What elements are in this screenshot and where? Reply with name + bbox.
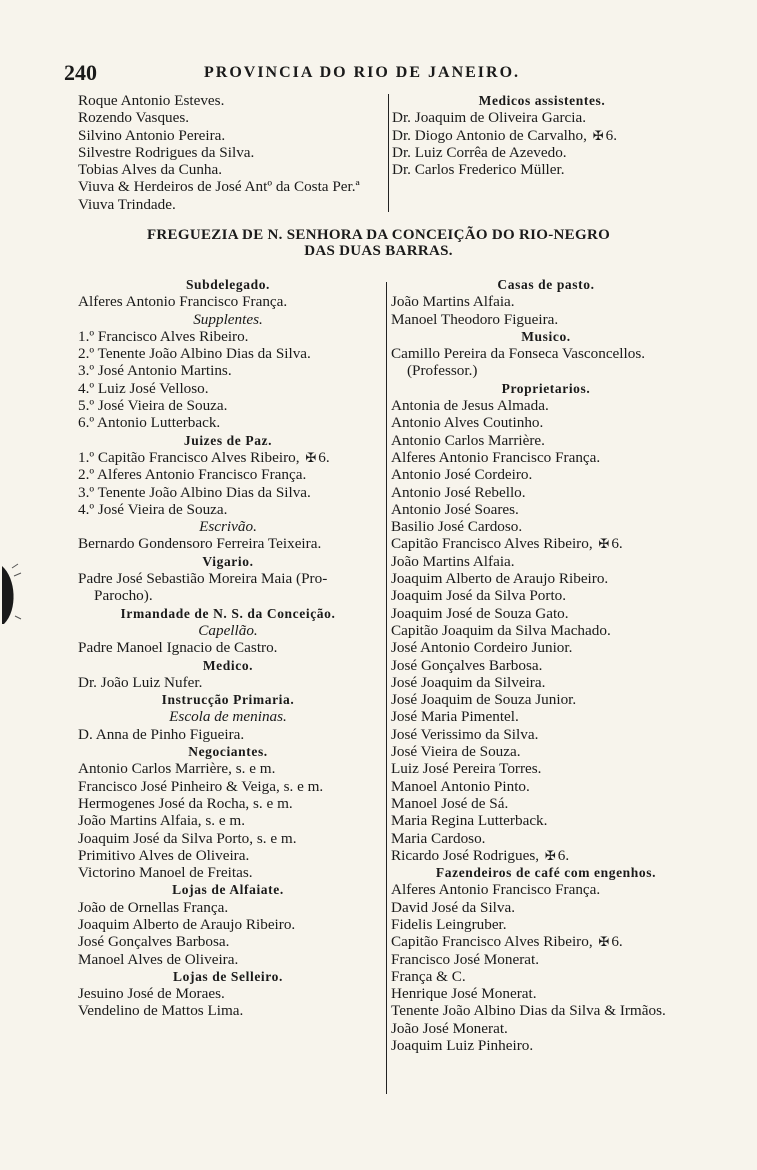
top-left-list (78, 92, 360, 213)
entry-text: Lojas de Selleiro. (173, 968, 283, 984)
subsection-heading (78, 708, 378, 725)
entry-text: Joaquim José de Souza Gato. (391, 604, 569, 622)
entry-text: Juizes de Paz. (183, 432, 273, 448)
entry-text: Dr. Joaquim de Oliveira Garcia. (392, 109, 586, 127)
entry-text: Tenente João Albino Dias da Silva & Irmãos. (391, 1002, 666, 1020)
entry-text: Francisco José Pinheiro & Veiga, s. e m. (78, 777, 324, 795)
entry-text: Vigario. (202, 553, 254, 569)
entry-line (391, 484, 701, 501)
entry-text: Padre José Sebastião Moreira Maia (Pro- (78, 570, 328, 588)
entry-line (391, 899, 701, 916)
entry-text: Antonio José Rebello. (391, 483, 526, 501)
entry-text: Padre Manoel Ignacio de Castro. (78, 639, 278, 657)
entry-text: Capitão Joaquim da Silva Machado. (391, 621, 611, 639)
parish-title (0, 227, 757, 259)
entry-line (391, 1037, 701, 1054)
entry-line (78, 899, 378, 916)
order-grade: 6. (611, 933, 623, 951)
entry-text: José Joaquim da Silveira. (391, 673, 546, 691)
entry-text: 3.º José Antonio Martins. (78, 362, 232, 380)
entry-text: 6.º Antonio Lutterback. (78, 414, 221, 432)
entry-line (391, 916, 701, 933)
entry-text: Dr. João Luiz Nufer. (78, 673, 203, 691)
entry-text: Fazendeiros de café com engenhos. (435, 865, 657, 881)
entry-text: Dr. Luiz Corrêa de Azevedo. (392, 143, 567, 161)
entry-text: João Martins Alfaia, s. e m. (78, 812, 246, 830)
entry-line (392, 144, 692, 161)
entry-line (78, 535, 378, 552)
entry-line (391, 466, 701, 483)
section-heading (391, 380, 701, 397)
order-cross-icon: ✠ (592, 127, 604, 143)
entry-line (78, 916, 378, 933)
entry-line (391, 812, 701, 829)
entry-line (391, 1002, 701, 1019)
entry-text: Manoel Alves de Oliveira. (78, 950, 239, 968)
entry-line: Tobias Alves da Cunha. (78, 161, 223, 179)
entry-line (78, 933, 378, 950)
entry-line (78, 1002, 378, 1019)
entry-line (391, 397, 701, 414)
order-cross-icon: ✠ (598, 934, 610, 950)
entry-line (391, 691, 701, 708)
entry-text: 1.º Capitão Francisco Alves Ribeiro, (78, 448, 300, 466)
entry-text: 4.º Luiz José Velloso. (78, 379, 209, 397)
binding-mark-icon (0, 560, 22, 630)
entry-line: Roque Antonio Esteves. (78, 92, 225, 109)
left-column (78, 276, 378, 1020)
entry-text: Dr. Carlos Frederico Müller. (392, 161, 565, 179)
running-title: PROVINCIA DO RIO DE JANEIRO. (204, 64, 521, 81)
entry-text: Alferes Antonio Francisco França. (78, 293, 288, 311)
entry-line (391, 535, 701, 552)
entry-text: Manoel Antonio Pinto. (391, 777, 530, 795)
entry-text: Hermogenes José da Rocha, s. e m. (78, 794, 293, 812)
entry-line (78, 328, 378, 345)
main-column-rule (386, 282, 387, 1094)
entry-continuation (78, 587, 378, 604)
entry-text: Joaquim Alberto de Araujo Ribeiro. (391, 570, 609, 588)
entry-text: José Joaquim de Souza Junior. (391, 691, 577, 709)
section-heading (78, 276, 378, 293)
section-heading (78, 605, 378, 622)
entry-text: Maria Regina Lutterback. (391, 812, 548, 830)
entry-text: Casas de pasto. (497, 277, 595, 292)
entry-text: Escola de meninas. (169, 708, 287, 726)
section-heading (391, 328, 701, 345)
entry-line (78, 466, 378, 483)
order-grade: 6. (557, 846, 570, 864)
entry-line (78, 639, 378, 656)
entry-text: Antonia de Jesus Almada. (391, 397, 549, 415)
entry-line (391, 311, 701, 328)
entry-line (78, 362, 378, 379)
entry-text: 1.º Francisco Alves Ribeiro. (78, 327, 249, 345)
section-heading (78, 691, 378, 708)
entry-line (78, 380, 378, 397)
entry-line: Viuva Trindade. (78, 195, 176, 213)
section-heading: Medicos assistentes. (478, 93, 606, 108)
entry-line (78, 293, 378, 310)
entry-text: Victorino Manoel de Freitas. (78, 864, 253, 882)
entry-text: Joaquim Luiz Pinheiro. (391, 1037, 534, 1055)
entry-line (391, 570, 701, 587)
entry-text: Supplentes. (193, 310, 263, 328)
entry-text: França & C. (391, 967, 466, 985)
entry-line (391, 830, 701, 847)
entry-text: Fidelis Leingruber. (391, 915, 507, 933)
entry-text: (Professor.) (407, 362, 478, 380)
order-grade: 6. (611, 535, 623, 553)
entry-text: José Verissimo da Silva. (391, 725, 539, 743)
entry-text: Dr. Diogo Antonio de Carvalho, (392, 126, 587, 144)
entry-line (391, 587, 701, 604)
entry-line (391, 968, 701, 985)
entry-text: João José Monerat. (391, 1019, 508, 1037)
entry-text: Ricardo José Rodrigues, (391, 846, 540, 864)
entry-text: Joaquim José da Silva Porto. (391, 587, 567, 605)
entry-text: Capitão Francisco Alves Ribeiro, (391, 933, 593, 951)
entry-text: 3.º Tenente João Albino Dias da Silva. (78, 483, 311, 501)
entry-text: Primitivo Alves de Oliveira. (78, 846, 250, 864)
entry-text: José Antonio Cordeiro Junior. (391, 639, 573, 657)
page-header (64, 60, 704, 88)
top-column-rule (388, 94, 389, 212)
entry-line (391, 726, 701, 743)
top-right-list (392, 92, 692, 178)
entry-line (78, 847, 378, 864)
entry-line: Viuva & Herdeiros de José Antº da Costa Per.ª (78, 178, 360, 196)
entry-text: João Martins Alfaia. (391, 293, 515, 311)
entry-text: José Gonçalves Barbosa. (78, 933, 230, 951)
entry-text: Manoel José de Sá. (391, 794, 509, 812)
section-heading (391, 276, 701, 293)
section-heading (391, 864, 701, 881)
entry-line (78, 795, 378, 812)
entry-text: Jesuino José de Moraes. (78, 985, 225, 1003)
entry-text: Capitão Francisco Alves Ribeiro, (391, 535, 593, 553)
section-heading (78, 657, 378, 674)
entry-text: 2.º Alferes Antonio Francisco França. (78, 466, 307, 484)
entry-line (391, 501, 701, 518)
section-heading (78, 968, 378, 985)
entry-line (391, 881, 701, 898)
entry-text: Parocho). (94, 587, 153, 605)
entry-text: 4.º José Vieira de Souza. (78, 500, 228, 518)
entry-text: Antonio Alves Coutinho. (391, 414, 544, 432)
order-grade: 6. (605, 126, 617, 144)
entry-line (78, 345, 378, 362)
entry-text: Subdelegado. (185, 277, 271, 292)
entry-text: David José da Silva. (391, 898, 516, 916)
subsection-heading (78, 622, 378, 639)
order-cross-icon: ✠ (598, 536, 610, 552)
entry-line (392, 127, 692, 144)
section-heading (78, 743, 378, 760)
entry-line (391, 674, 701, 691)
entry-text: Alferes Antonio Francisco França. (391, 448, 601, 466)
parish-title-line: DAS DUAS BARRAS. (304, 243, 453, 259)
entry-line (391, 985, 701, 1002)
entry-text: Lojas de Alfaiate. (172, 882, 284, 898)
entry-line (78, 985, 378, 1002)
entry-line (391, 449, 701, 466)
entry-text: José Gonçalves Barbosa. (391, 656, 543, 674)
parish-title-line: FREGUEZIA DE N. SENHORA DA CONCEIÇÃO DO RIO-NEGRO (146, 227, 611, 243)
entry-line (392, 109, 692, 126)
entry-line (78, 951, 378, 968)
entry-line (78, 397, 378, 414)
entry-line (391, 605, 701, 622)
entry-text: Luiz José Pereira Torres. (391, 760, 542, 778)
entry-line (78, 778, 378, 795)
entry-line (391, 345, 701, 362)
entry-line (78, 726, 378, 743)
entry-text: 2.º Tenente João Albino Dias da Silva. (78, 345, 311, 363)
page-number: 240 (64, 60, 97, 85)
entry-line (78, 760, 378, 777)
entry-line (78, 570, 378, 587)
entry-line (391, 933, 701, 950)
entry-line (391, 622, 701, 639)
entry-line (391, 743, 701, 760)
entry-text: Antonio Carlos Marrière. (391, 431, 545, 449)
section-heading (78, 553, 378, 570)
entry-text: Medico. (202, 657, 254, 673)
entry-line (78, 812, 378, 829)
entry-text: Proprietarios. (501, 380, 591, 396)
section-heading (78, 432, 378, 449)
entry-text: João Martins Alfaia. (391, 552, 515, 570)
entry-line (391, 553, 701, 570)
entry-line (391, 432, 701, 449)
entry-line (391, 951, 701, 968)
entry-text: Instrucção Primaria. (161, 692, 295, 708)
entry-line (78, 501, 378, 518)
entry-line (391, 760, 701, 777)
entry-text: D. Anna de Pinho Figueira. (78, 725, 245, 743)
entry-text: Escrivão. (199, 518, 257, 536)
entry-text: José Vieira de Souza. (391, 743, 521, 761)
entry-line (78, 414, 378, 431)
entry-line (391, 657, 701, 674)
subsection-heading (78, 518, 378, 535)
entry-line: Rozendo Vasques. (78, 109, 190, 127)
entry-line: Silvino Antonio Pereira. (78, 126, 226, 144)
entry-text: Negociantes. (188, 744, 268, 760)
entry-line (392, 161, 692, 178)
entry-text: Musico. (521, 328, 571, 344)
entry-line: Silvestre Rodrigues da Silva. (78, 143, 255, 161)
entry-text: Antonio Carlos Marrière, s. e m. (78, 760, 276, 778)
entry-line (78, 484, 378, 501)
order-cross-icon: ✠ (305, 449, 317, 465)
entry-line (391, 795, 701, 812)
entry-text: Manoel Theodoro Figueira. (391, 310, 559, 328)
subsection-heading (78, 311, 378, 328)
entry-text: Bernardo Gondensoro Ferreira Teixeira. (78, 535, 322, 553)
entry-continuation (391, 362, 701, 379)
entry-text: João de Ornellas França. (78, 898, 229, 916)
entry-text: Camillo Pereira da Fonseca Vasconcellos. (391, 345, 646, 363)
entry-text: Antonio José Cordeiro. (391, 466, 533, 484)
entry-line (391, 293, 701, 310)
entry-text: Francisco José Monerat. (391, 950, 540, 968)
entry-text: Joaquim José da Silva Porto, s. e m. (78, 829, 297, 847)
entry-line (78, 864, 378, 881)
entry-text: Joaquim Alberto de Araujo Ribeiro. (78, 915, 296, 933)
entry-text: Irmandade de N. S. da Conceição. (120, 605, 336, 621)
entry-text: Vendelino de Mattos Lima. (78, 1002, 244, 1020)
entry-line (78, 674, 378, 691)
entry-text: Henrique José Monerat. (391, 985, 537, 1003)
entry-line (391, 639, 701, 656)
entry-text: Maria Cardoso. (391, 829, 486, 847)
entry-text: 5.º José Vieira de Souza. (78, 397, 228, 415)
entry-text: Capellão. (198, 621, 258, 639)
entry-line (78, 830, 378, 847)
section-heading (78, 881, 378, 898)
entry-line (391, 1020, 701, 1037)
entry-text: Basilio José Cardoso. (391, 518, 523, 536)
entry-line (391, 778, 701, 795)
right-column (391, 276, 701, 1054)
entry-text: Antonio José Soares. (391, 500, 519, 518)
entry-text: Alferes Antonio Francisco França. (391, 881, 601, 899)
entry-line (391, 847, 701, 864)
entry-line (78, 449, 378, 466)
entry-line (391, 518, 701, 535)
order-grade: 6. (318, 448, 330, 466)
entry-line (391, 414, 701, 431)
entry-line (391, 708, 701, 725)
entry-text: José Maria Pimentel. (391, 708, 519, 726)
order-cross-icon: ✠ (544, 847, 556, 863)
